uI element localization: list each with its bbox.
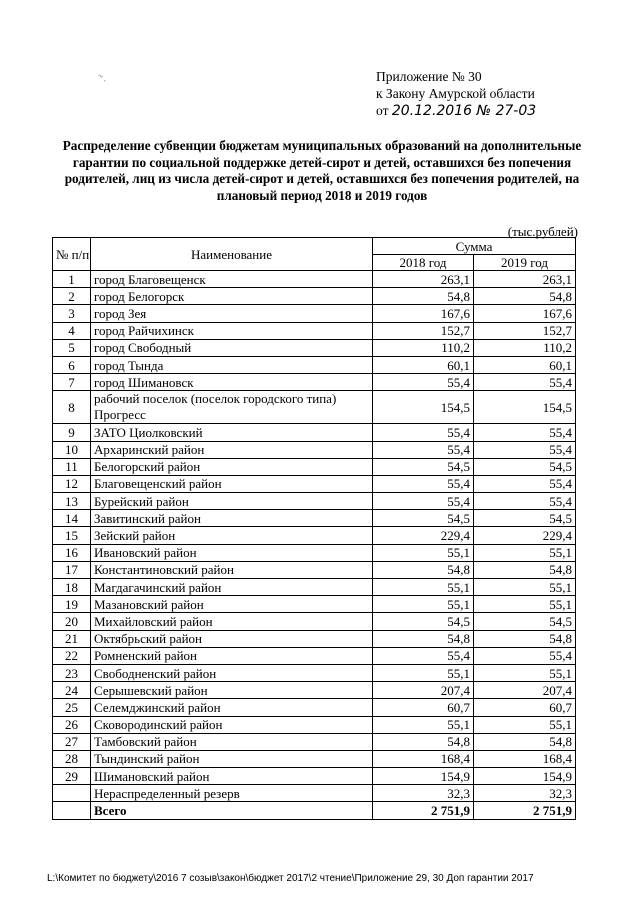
subvention-table xyxy=(52,237,576,820)
row-value-2018: 207,4 xyxy=(373,682,474,699)
row-value-2018: 54,8 xyxy=(373,733,474,750)
row-number: 15 xyxy=(53,527,91,544)
row-value-2018: 55,1 xyxy=(373,664,474,681)
table-row xyxy=(53,374,576,391)
row-value-2018: 55,1 xyxy=(373,596,474,613)
row-value-2019: 55,1 xyxy=(474,579,576,596)
row-value-2019: 54,5 xyxy=(474,510,576,527)
header-year-2019: 2019 год xyxy=(474,255,576,271)
header-sum: Сумма xyxy=(373,238,576,255)
row-value-2018: 54,8 xyxy=(373,561,474,578)
row-name: Октябрьский район xyxy=(91,630,373,647)
table-row xyxy=(53,579,576,596)
row-value-2018: 55,1 xyxy=(373,716,474,733)
table-row xyxy=(53,561,576,578)
row-number: 17 xyxy=(53,561,91,578)
row-value-2019: 54,8 xyxy=(474,630,576,647)
table-row xyxy=(53,288,576,305)
row-value-2018: 55,4 xyxy=(373,441,474,458)
total-row xyxy=(53,802,576,819)
row-value-2018: 55,1 xyxy=(373,579,474,596)
row-name: Шимановский район xyxy=(91,768,373,785)
row-value-2019: 54,5 xyxy=(474,613,576,630)
row-name: Константиновский район xyxy=(91,561,373,578)
row-value-2019: 154,5 xyxy=(474,391,576,424)
table-row xyxy=(53,493,576,510)
row-value-2019: 54,8 xyxy=(474,733,576,750)
header-name: Наименование xyxy=(91,238,373,271)
row-name: ЗАТО Циолковский xyxy=(91,424,373,441)
row-value-2019: 55,4 xyxy=(474,424,576,441)
row-name: Серышевский район xyxy=(91,682,373,699)
header-number: № п/п xyxy=(53,238,91,271)
row-name: Сковородинский район xyxy=(91,716,373,733)
row-name: город Тында xyxy=(91,356,373,373)
row-value-2018: 54,5 xyxy=(373,458,474,475)
table-row xyxy=(53,596,576,613)
row-value-2018: 54,8 xyxy=(373,288,474,305)
row-value-2019: 54,8 xyxy=(474,288,576,305)
appendix-block xyxy=(376,68,536,120)
file-path-footer: L:\Комитет по бюджету\2016 7 созыв\закон\бюджет 2017\2 чтение\Приложение 29, 30 Доп гарантии 2017 xyxy=(47,873,534,884)
row-value-2019: 54,8 xyxy=(474,561,576,578)
table-row xyxy=(53,664,576,681)
table-row xyxy=(53,322,576,339)
handwritten-date-number: 20.12.2016 № 27-03 xyxy=(391,103,537,119)
table-row xyxy=(53,527,576,544)
row-number: 16 xyxy=(53,544,91,561)
total-value-2018: 2 751,9 xyxy=(373,802,474,819)
row-number: 7 xyxy=(53,374,91,391)
row-number: 29 xyxy=(53,768,91,785)
row-value-2019: 152,7 xyxy=(474,322,576,339)
row-value-2019: 55,1 xyxy=(474,596,576,613)
table-row xyxy=(53,424,576,441)
row-value-2018: 229,4 xyxy=(373,527,474,544)
table-row xyxy=(53,391,576,424)
row-value-2018: 154,5 xyxy=(373,391,474,424)
row-name: Ромненский район xyxy=(91,647,373,664)
table-row xyxy=(53,510,576,527)
total-value-2019: 2 751,9 xyxy=(474,802,576,819)
units-label: (тыс.рублей) xyxy=(507,224,578,239)
row-name: Бурейский район xyxy=(91,493,373,510)
table-row xyxy=(53,613,576,630)
row-number: 26 xyxy=(53,716,91,733)
row-value-2019: 110,2 xyxy=(474,339,576,356)
row-value-2019: 229,4 xyxy=(474,527,576,544)
row-value-2018: 60,7 xyxy=(373,699,474,716)
row-value-2019: 55,4 xyxy=(474,475,576,492)
row-number: 2 xyxy=(53,288,91,305)
row-number: 6 xyxy=(53,356,91,373)
row-value-2018: 54,5 xyxy=(373,613,474,630)
row-name: Селемджинский район xyxy=(91,699,373,716)
table-row xyxy=(53,458,576,475)
row-value-2018: 55,4 xyxy=(373,647,474,664)
row-name: город Белогорск xyxy=(91,288,373,305)
row-name: Завитинский район xyxy=(91,510,373,527)
table-row xyxy=(53,475,576,492)
table-row xyxy=(53,356,576,373)
row-value-2018: 55,4 xyxy=(373,424,474,441)
row-number: 14 xyxy=(53,510,91,527)
row-value-2018: 55,4 xyxy=(373,493,474,510)
row-number: 1 xyxy=(53,271,91,288)
appendix-law: к Закону Амурской области xyxy=(376,86,535,101)
row-value-2019: 54,5 xyxy=(474,458,576,475)
row-name: Зейский район xyxy=(91,527,373,544)
table-row xyxy=(53,699,576,716)
total-label: Всего xyxy=(91,802,373,819)
row-value-2019: 55,4 xyxy=(474,441,576,458)
row-number: 3 xyxy=(53,305,91,322)
row-number: 11 xyxy=(53,458,91,475)
header-year-2018: 2018 год xyxy=(373,255,474,271)
row-value-2018: 32,3 xyxy=(373,785,474,802)
row-name: город Благовещенск xyxy=(91,271,373,288)
appendix-date-prefix: от xyxy=(376,103,389,118)
row-value-2019: 55,4 xyxy=(474,647,576,664)
row-value-2019: 60,7 xyxy=(474,699,576,716)
row-number: 12 xyxy=(53,475,91,492)
document-title: Распределение субвенции бюджетам муниципальных образований на дополнительные гарантии по социальной поддержке детей-сирот и детей, оставшихся без попечения родителей, лиц из числа детей-сирот и детей, оставшихся без попечения родителей, на плановый период 2018 и 2019 годов xyxy=(62,138,582,203)
row-number: 27 xyxy=(53,733,91,750)
row-number: 24 xyxy=(53,682,91,699)
table-row xyxy=(53,305,576,322)
appendix-date-line xyxy=(376,102,536,120)
row-number: 21 xyxy=(53,630,91,647)
row-number: 8 xyxy=(53,391,91,424)
row-name: Михайловский район xyxy=(91,613,373,630)
row-number: 13 xyxy=(53,493,91,510)
row-number: 5 xyxy=(53,339,91,356)
row-value-2018: 60,1 xyxy=(373,356,474,373)
row-value-2018: 55,4 xyxy=(373,475,474,492)
row-number: 4 xyxy=(53,322,91,339)
row-number: 10 xyxy=(53,441,91,458)
table-row xyxy=(53,733,576,750)
table-row xyxy=(53,682,576,699)
table-row xyxy=(53,750,576,767)
row-number: 19 xyxy=(53,596,91,613)
table-body xyxy=(53,271,576,820)
row-name: город Свободный xyxy=(91,339,373,356)
total-number-cell xyxy=(53,802,91,819)
row-value-2018: 152,7 xyxy=(373,322,474,339)
row-number: 25 xyxy=(53,699,91,716)
row-number: 9 xyxy=(53,424,91,441)
row-name: Благовещенский район xyxy=(91,475,373,492)
row-value-2019: 55,4 xyxy=(474,374,576,391)
row-number: 23 xyxy=(53,664,91,681)
table-row xyxy=(53,339,576,356)
table-row xyxy=(53,271,576,288)
row-value-2018: 55,1 xyxy=(373,544,474,561)
row-number: 18 xyxy=(53,579,91,596)
row-value-2018: 54,5 xyxy=(373,510,474,527)
row-name: рабочий поселок (поселок городского типа) Прогресс xyxy=(91,391,373,424)
table-row xyxy=(53,768,576,785)
row-name: Магдагачинский район xyxy=(91,579,373,596)
row-name: Тамбовский район xyxy=(91,733,373,750)
row-value-2019: 263,1 xyxy=(474,271,576,288)
row-value-2019: 207,4 xyxy=(474,682,576,699)
table-row xyxy=(53,647,576,664)
row-name: город Шимановск xyxy=(91,374,373,391)
row-value-2019: 55,1 xyxy=(474,716,576,733)
row-value-2018: 110,2 xyxy=(373,339,474,356)
table-row xyxy=(53,544,576,561)
table-row xyxy=(53,716,576,733)
row-value-2018: 54,8 xyxy=(373,630,474,647)
row-value-2018: 55,4 xyxy=(373,374,474,391)
row-name: Нераспределенный резерв xyxy=(91,785,373,802)
row-value-2019: 55,4 xyxy=(474,493,576,510)
row-number xyxy=(53,785,91,802)
row-number: 28 xyxy=(53,750,91,767)
row-name: город Зея xyxy=(91,305,373,322)
row-value-2019: 154,9 xyxy=(474,768,576,785)
row-value-2018: 167,6 xyxy=(373,305,474,322)
row-value-2019: 60,1 xyxy=(474,356,576,373)
row-value-2019: 168,4 xyxy=(474,750,576,767)
table-row xyxy=(53,630,576,647)
row-value-2018: 154,9 xyxy=(373,768,474,785)
row-value-2019: 167,6 xyxy=(474,305,576,322)
row-name: Ивановский район xyxy=(91,544,373,561)
row-name: город Райчихинск xyxy=(91,322,373,339)
table-header-row xyxy=(53,238,576,255)
stray-mark: ~ . xyxy=(96,70,110,84)
row-name: Архаринский район xyxy=(91,441,373,458)
row-value-2018: 168,4 xyxy=(373,750,474,767)
row-value-2019: 32,3 xyxy=(474,785,576,802)
appendix-number: Приложение № 30 xyxy=(376,69,482,84)
row-value-2018: 263,1 xyxy=(373,271,474,288)
row-name: Тындинский район xyxy=(91,750,373,767)
row-name: Мазановский район xyxy=(91,596,373,613)
row-name: Белогорский район xyxy=(91,458,373,475)
row-value-2019: 55,1 xyxy=(474,544,576,561)
table-row xyxy=(53,785,576,802)
row-value-2019: 55,1 xyxy=(474,664,576,681)
row-number: 20 xyxy=(53,613,91,630)
table-row xyxy=(53,441,576,458)
row-number: 22 xyxy=(53,647,91,664)
row-name: Свободненский район xyxy=(91,664,373,681)
